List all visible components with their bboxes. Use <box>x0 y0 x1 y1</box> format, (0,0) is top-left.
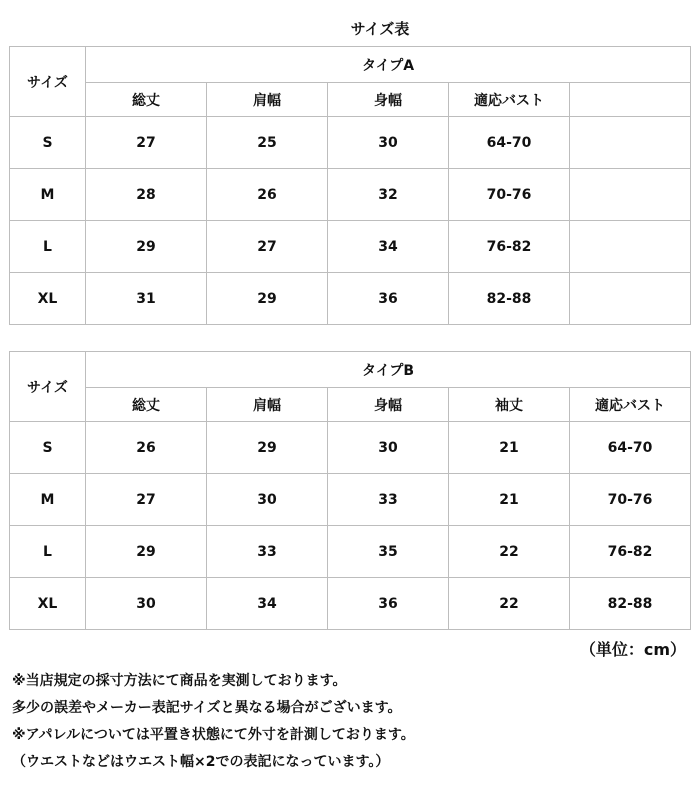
note-line: ※当店規定の採寸方法にて商品を実測しております。 <box>12 673 347 689</box>
column-header-row <box>10 388 691 422</box>
table-cell: 29 <box>207 422 328 474</box>
size-cell: XL <box>10 273 86 325</box>
table-cell: 30 <box>328 422 449 474</box>
page-title: サイズ表 <box>350 20 410 38</box>
notes <box>12 668 415 776</box>
table-row <box>10 221 691 273</box>
table-cell: 34 <box>207 578 328 630</box>
table-cell: 27 <box>86 117 207 169</box>
table-cell <box>570 221 691 273</box>
table-cell: 30 <box>328 117 449 169</box>
table-cell: 26 <box>207 169 328 221</box>
table-cell: 36 <box>328 273 449 325</box>
table-cell <box>570 117 691 169</box>
column-header-row <box>10 83 691 117</box>
table-row <box>10 169 691 221</box>
unit-note: （単位：cm） <box>579 640 686 659</box>
table-row <box>10 526 691 578</box>
table-cell: 64-70 <box>570 422 691 474</box>
table-cell: 22 <box>449 526 570 578</box>
size-header-cell: サイズ <box>10 352 86 422</box>
table-row <box>10 578 691 630</box>
table-cell: 82-88 <box>449 273 570 325</box>
table-cell: 30 <box>86 578 207 630</box>
column-header: 総丈 <box>86 388 207 422</box>
type-label-cell: タイプA <box>86 47 691 83</box>
size-table-type-b <box>9 351 691 630</box>
size-cell: M <box>10 474 86 526</box>
size-cell: L <box>10 221 86 273</box>
table-cell: 76-82 <box>449 221 570 273</box>
table-cell: 29 <box>207 273 328 325</box>
table-cell: 29 <box>86 526 207 578</box>
table-row <box>10 273 691 325</box>
size-cell: S <box>10 422 86 474</box>
column-header: 適応バスト <box>449 83 570 117</box>
table-cell: 64-70 <box>449 117 570 169</box>
table-type-row <box>10 352 691 388</box>
size-header-cell: サイズ <box>10 47 86 117</box>
size-cell: XL <box>10 578 86 630</box>
table-cell: 33 <box>328 474 449 526</box>
table-cell: 70-76 <box>570 474 691 526</box>
table-cell: 76-82 <box>570 526 691 578</box>
size-cell: L <box>10 526 86 578</box>
table-cell: 30 <box>207 474 328 526</box>
column-header: 適応バスト <box>570 388 691 422</box>
column-header: 身幅 <box>328 83 449 117</box>
table-cell: 22 <box>449 578 570 630</box>
table-cell <box>570 169 691 221</box>
column-header: 肩幅 <box>207 83 328 117</box>
column-header: 身幅 <box>328 388 449 422</box>
table-cell: 31 <box>86 273 207 325</box>
table-cell: 27 <box>86 474 207 526</box>
table-row <box>10 474 691 526</box>
table-cell: 70-76 <box>449 169 570 221</box>
type-label-cell: タイプB <box>86 352 691 388</box>
table-type-row <box>10 47 691 83</box>
table-cell: 36 <box>328 578 449 630</box>
table-cell: 26 <box>86 422 207 474</box>
table-cell: 33 <box>207 526 328 578</box>
table-row <box>10 422 691 474</box>
note-line: （ウエストなどはウエスト幅×2での表記になっています。） <box>12 754 390 770</box>
column-header: 袖丈 <box>449 388 570 422</box>
table-cell: 28 <box>86 169 207 221</box>
table-cell: 21 <box>449 474 570 526</box>
table-cell: 82-88 <box>570 578 691 630</box>
table-cell: 32 <box>328 169 449 221</box>
table-cell: 34 <box>328 221 449 273</box>
note-line: 多少の誤差やメーカー表記サイズと異なる場合がございます。 <box>12 700 402 716</box>
table-cell: 29 <box>86 221 207 273</box>
note-line: ※アパレルについては平置き状態にて外寸を計測しております。 <box>12 727 415 743</box>
table-cell: 35 <box>328 526 449 578</box>
column-header <box>570 83 691 117</box>
table-cell <box>570 273 691 325</box>
size-cell: M <box>10 169 86 221</box>
size-cell: S <box>10 117 86 169</box>
table-cell: 27 <box>207 221 328 273</box>
table-cell: 21 <box>449 422 570 474</box>
size-table-type-a <box>9 46 691 325</box>
column-header: 総丈 <box>86 83 207 117</box>
column-header: 肩幅 <box>207 388 328 422</box>
table-cell: 25 <box>207 117 328 169</box>
table-row <box>10 117 691 169</box>
